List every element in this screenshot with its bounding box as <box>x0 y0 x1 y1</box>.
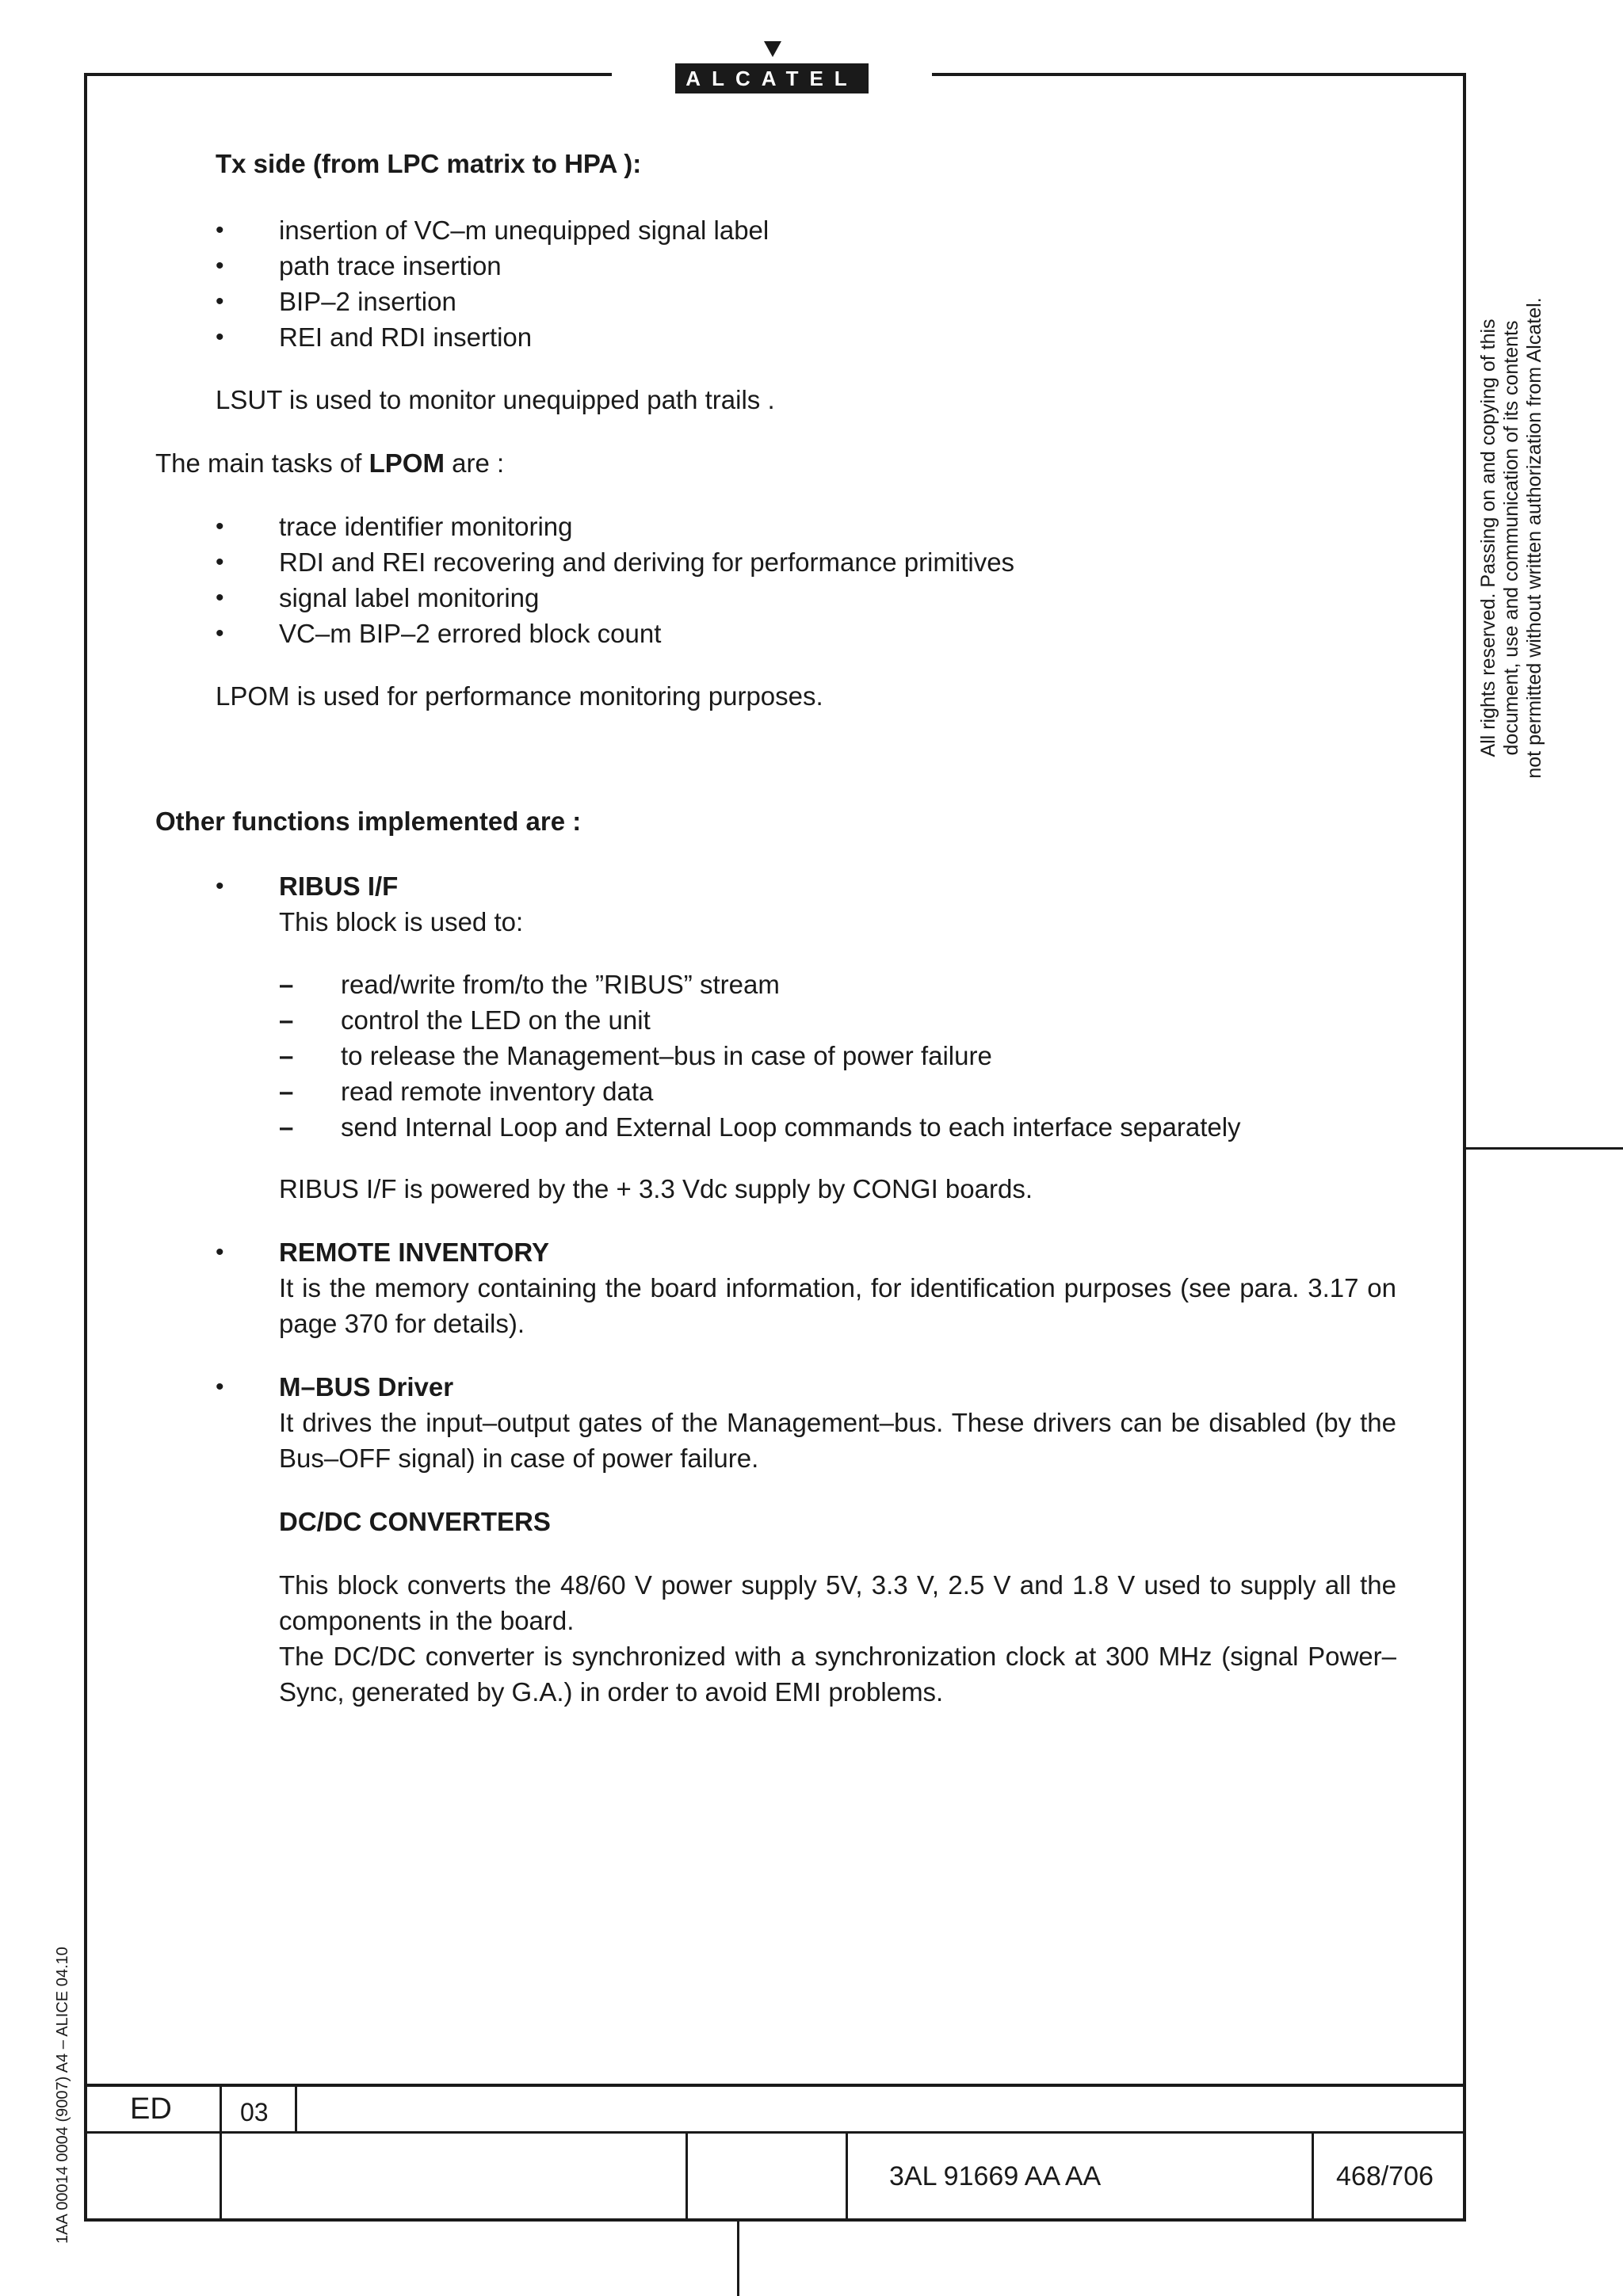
dash: – <box>279 1041 294 1070</box>
bullet: • <box>216 1374 224 1400</box>
footer-col-5 <box>1312 2133 1314 2220</box>
lpom-note: LPOM is used for performance monitoring purposes. <box>216 681 823 711</box>
list-item: BIP–2 insertion <box>279 287 456 316</box>
footer-col-2 <box>295 2085 297 2133</box>
list-item: control the LED on the unit <box>341 1005 651 1035</box>
footer-mid-line <box>84 2131 1466 2134</box>
footer-col-4 <box>846 2133 848 2220</box>
document-code: 3AL 91669 AA AA <box>889 2161 1102 2191</box>
list-item: to release the Management–bus in case of power failure <box>341 1041 992 1070</box>
bullet: • <box>216 288 224 315</box>
bullet: • <box>216 253 224 279</box>
ed-label: ED <box>130 2092 172 2126</box>
list-item: REI and RDI insertion <box>279 322 533 352</box>
copyright-line-3: not permitted without written authorization from Alcatel. <box>1523 297 1545 779</box>
remote-inventory-heading: REMOTE INVENTORY <box>279 1238 550 1267</box>
frame-top-left <box>84 73 612 76</box>
frame-top-right <box>932 73 1466 76</box>
ribus-intro: This block is used to: <box>279 907 524 936</box>
ribus-note: RIBUS I/F is powered by the + 3.3 Vdc supply by CONGI boards. <box>279 1174 1033 1203</box>
list-item: signal label monitoring <box>279 583 540 612</box>
alcatel-logo <box>675 63 869 93</box>
copyright-notice <box>1477 273 1546 803</box>
page-number: 468/706 <box>1336 2161 1434 2191</box>
list-item: send Internal Loop and External Loop commands to each interface separately <box>341 1112 1241 1142</box>
ribus-heading: RIBUS I/F <box>279 871 399 901</box>
lpom-intro-pre: The main tasks of <box>155 448 369 478</box>
copyright-line-2: document, use and communication of its contents <box>1500 320 1522 756</box>
lsut-note: LSUT is used to monitor unequipped path trails . <box>216 385 775 414</box>
footer-top-line <box>84 2084 1466 2087</box>
bullet: • <box>216 217 224 243</box>
logo-text: ALCATEL <box>685 66 858 90</box>
list-item: read remote inventory data <box>341 1077 654 1106</box>
bullet: • <box>216 549 224 575</box>
lpom-intro <box>155 445 504 481</box>
form-code: 1AA 00014 0004 (9007) A4 – ALICE 04.10 <box>54 1947 71 2244</box>
ed-value: 03 <box>240 2098 269 2126</box>
footer-bottom-line <box>84 2218 1466 2222</box>
footer-stem <box>737 2220 739 2296</box>
dash: – <box>279 1077 294 1106</box>
list-item: RDI and REI recovering and deriving for performance primitives <box>279 547 1015 577</box>
other-functions-heading: Other functions implemented are : <box>155 807 582 836</box>
footer-col-3 <box>685 2133 688 2220</box>
bullet: • <box>216 1239 224 1265</box>
list-item: VC–m BIP–2 errored block count <box>279 619 662 648</box>
dcdc-text-2: The DC/DC converter is synchronized with a synchronization clock at 300 MHz (signal Power–Sync, generated by G.A.) in order to avoid EMI problems. <box>279 1642 1396 1707</box>
bullet: • <box>216 873 224 899</box>
dcdc-text-1: This block converts the 48/60 V power supply 5V, 3.3 V, 2.5 V and 1.8 V used to supply all the components in the board. <box>279 1570 1396 1635</box>
mbus-text: It drives the input–output gates of the Management–bus. These drivers can be disabled (by the Bus–OFF signal) in case of power failure. <box>279 1408 1396 1473</box>
list-item: trace identifier monitoring <box>279 512 573 541</box>
bullet: • <box>216 324 224 350</box>
alcatel-triangle-icon <box>764 41 781 57</box>
footer-col-1 <box>220 2085 222 2220</box>
frame-left <box>84 73 87 2222</box>
copyright-line-1: All rights reserved. Passing on and copying of this <box>1477 318 1499 757</box>
mbus-heading: M–BUS Driver <box>279 1372 454 1402</box>
list-item: read/write from/to the ”RIBUS” stream <box>341 970 780 999</box>
dash: – <box>279 970 294 999</box>
bullet: • <box>216 513 224 540</box>
lpom-intro-bold: LPOM <box>369 448 445 478</box>
side-tick <box>1463 1147 1623 1150</box>
dcdc-heading: DC/DC CONVERTERS <box>279 1507 551 1536</box>
bullet: • <box>216 585 224 611</box>
tx-side-heading: Tx side (from LPC matrix to HPA ): <box>216 149 642 178</box>
list-item: path trace insertion <box>279 251 502 280</box>
remote-inventory-text: It is the memory containing the board information, for identification purposes (see para. 3.17 on page 370 for details). <box>279 1273 1396 1338</box>
list-item: insertion of VC–m unequipped signal label <box>279 215 769 245</box>
dash: – <box>279 1005 294 1035</box>
dash: – <box>279 1112 294 1142</box>
bullet: • <box>216 620 224 646</box>
lpom-intro-post: are : <box>444 448 505 478</box>
